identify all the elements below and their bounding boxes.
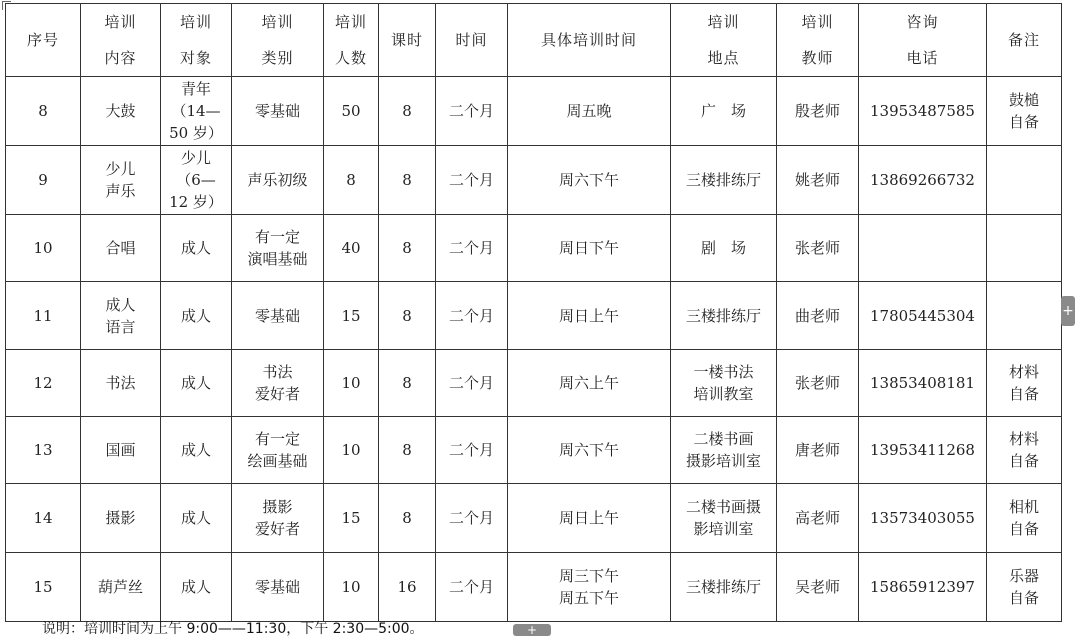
column-header: 具体培训时间 [508, 4, 671, 77]
column-header: 咨询 电话 [859, 4, 987, 77]
table-cell: 国画 [81, 417, 161, 484]
table-cell: 13869266732 [859, 146, 987, 215]
column-header: 课时 [379, 4, 436, 77]
table-cell: 广 场 [671, 77, 777, 146]
table-cell: 13953487585 [859, 77, 987, 146]
table-row [6, 553, 1062, 622]
table-cell: 少儿 （6— 12 岁） [161, 146, 232, 215]
table-cell: 二个月 [436, 282, 508, 350]
table-cell: 15 [6, 553, 81, 622]
table-cell: 高老师 [777, 484, 859, 553]
table-cell: 成人 [161, 553, 232, 622]
table-cell: 青年 （14— 50 岁） [161, 77, 232, 146]
table-cell: 13853408181 [859, 350, 987, 417]
table-cell: 8 [379, 417, 436, 484]
table-cell: 书法 [81, 350, 161, 417]
table-cell [859, 215, 987, 282]
table-cell: 二个月 [436, 146, 508, 215]
table-cell: 成人 语言 [81, 282, 161, 350]
table-cell: 成人 [161, 417, 232, 484]
table-cell: 16 [379, 553, 436, 622]
table-cell: 材料 自备 [987, 417, 1062, 484]
table-cell: 15 [324, 282, 379, 350]
table-cell: 剧 场 [671, 215, 777, 282]
table-cell: 摄影 [81, 484, 161, 553]
table-cell: 二个月 [436, 350, 508, 417]
table-cell: 8 [379, 282, 436, 350]
table-cell: 乐器 自备 [987, 553, 1062, 622]
table-cell: 二个月 [436, 215, 508, 282]
table-cell: 张老师 [777, 215, 859, 282]
table-cell: 二楼书画摄 影培训室 [671, 484, 777, 553]
column-header: 培训 人数 [324, 4, 379, 77]
table-cell: 13573403055 [859, 484, 987, 553]
table-cell: 15 [324, 484, 379, 553]
table-row [6, 215, 1062, 282]
table-row [6, 350, 1062, 417]
table-cell: 周六下午 [508, 146, 671, 215]
table-cell: 书法 爱好者 [232, 350, 324, 417]
column-header: 时间 [436, 4, 508, 77]
table-cell: 8 [379, 146, 436, 215]
table-row [6, 484, 1062, 553]
table-cell: 13953411268 [859, 417, 987, 484]
add-column-handle[interactable]: + [1061, 296, 1075, 326]
table-cell: 二个月 [436, 417, 508, 484]
table-cell: 17805445304 [859, 282, 987, 350]
table-cell: 唐老师 [777, 417, 859, 484]
table-cell: 零基础 [232, 553, 324, 622]
column-header: 培训 内容 [81, 4, 161, 77]
table-cell: 三楼排练厅 [671, 282, 777, 350]
table-cell: 周三下午 周五下午 [508, 553, 671, 622]
table-cell: 11 [6, 282, 81, 350]
table-cell: 摄影 爱好者 [232, 484, 324, 553]
add-row-handle[interactable]: + [513, 624, 551, 636]
table-cell: 合唱 [81, 215, 161, 282]
table-cell: 12 [6, 350, 81, 417]
table-cell [987, 146, 1062, 215]
table-cell: 10 [324, 417, 379, 484]
table-cell: 相机 自备 [987, 484, 1062, 553]
table-cell: 殷老师 [777, 77, 859, 146]
table-cell: 有一定 演唱基础 [232, 215, 324, 282]
column-header: 培训 对象 [161, 4, 232, 77]
table-cell: 周六下午 [508, 417, 671, 484]
table-cell: 10 [324, 350, 379, 417]
table-cell: 周五晚 [508, 77, 671, 146]
table-cell: 8 [379, 77, 436, 146]
table-cell: 周日下午 [508, 215, 671, 282]
table-row [6, 282, 1062, 350]
table-cell: 成人 [161, 282, 232, 350]
table-cell: 二个月 [436, 77, 508, 146]
table-cell: 成人 [161, 215, 232, 282]
table-cell: 姚老师 [777, 146, 859, 215]
table-cell: 15865912397 [859, 553, 987, 622]
table-cell: 成人 [161, 484, 232, 553]
table-cell: 一楼书法 培训教室 [671, 350, 777, 417]
table-cell: 8 [379, 215, 436, 282]
table-cell: 8 [379, 350, 436, 417]
table-header-row [6, 4, 1062, 77]
table-cell: 40 [324, 215, 379, 282]
footnote: 说明：培训时间为上午 9:00——11:30，下午 2:30—5:00。 [42, 621, 424, 637]
table-row [6, 417, 1062, 484]
table-cell: 材料 自备 [987, 350, 1062, 417]
table-cell: 有一定 绘画基础 [232, 417, 324, 484]
table-cell: 14 [6, 484, 81, 553]
table-cell: 三楼排练厅 [671, 553, 777, 622]
table-row [6, 77, 1062, 146]
table-cell: 成人 [161, 350, 232, 417]
table-cell: 零基础 [232, 282, 324, 350]
table-cell: 8 [324, 146, 379, 215]
table-cell: 8 [379, 484, 436, 553]
table-cell: 曲老师 [777, 282, 859, 350]
column-header: 培训 教师 [777, 4, 859, 77]
table-cell: 葫芦丝 [81, 553, 161, 622]
table-cell: 二个月 [436, 484, 508, 553]
table-cell: 零基础 [232, 77, 324, 146]
table-cell: 二楼书画 摄影培训室 [671, 417, 777, 484]
column-header: 序号 [6, 4, 81, 77]
table-cell [987, 215, 1062, 282]
table-cell: 周日上午 [508, 484, 671, 553]
table-cell: 10 [6, 215, 81, 282]
table-cell: 13 [6, 417, 81, 484]
table-cell: 周六上午 [508, 350, 671, 417]
table-cell: 二个月 [436, 553, 508, 622]
table-row [6, 146, 1062, 215]
table-cell: 三楼排练厅 [671, 146, 777, 215]
column-header: 备注 [987, 4, 1062, 77]
table-cell: 周日上午 [508, 282, 671, 350]
table-cell: 张老师 [777, 350, 859, 417]
training-schedule-table [5, 3, 1062, 622]
table-cell: 少儿 声乐 [81, 146, 161, 215]
table-cell: 8 [6, 77, 81, 146]
table-cell: 声乐初级 [232, 146, 324, 215]
table-cell: 50 [324, 77, 379, 146]
table-cell: 10 [324, 553, 379, 622]
table-body [6, 77, 1062, 622]
column-header: 培训 地点 [671, 4, 777, 77]
column-header: 培训 类别 [232, 4, 324, 77]
table-cell: 大鼓 [81, 77, 161, 146]
table-cell: 9 [6, 146, 81, 215]
table-cell: 吴老师 [777, 553, 859, 622]
table-cell [987, 282, 1062, 350]
table-cell: 鼓槌 自备 [987, 77, 1062, 146]
